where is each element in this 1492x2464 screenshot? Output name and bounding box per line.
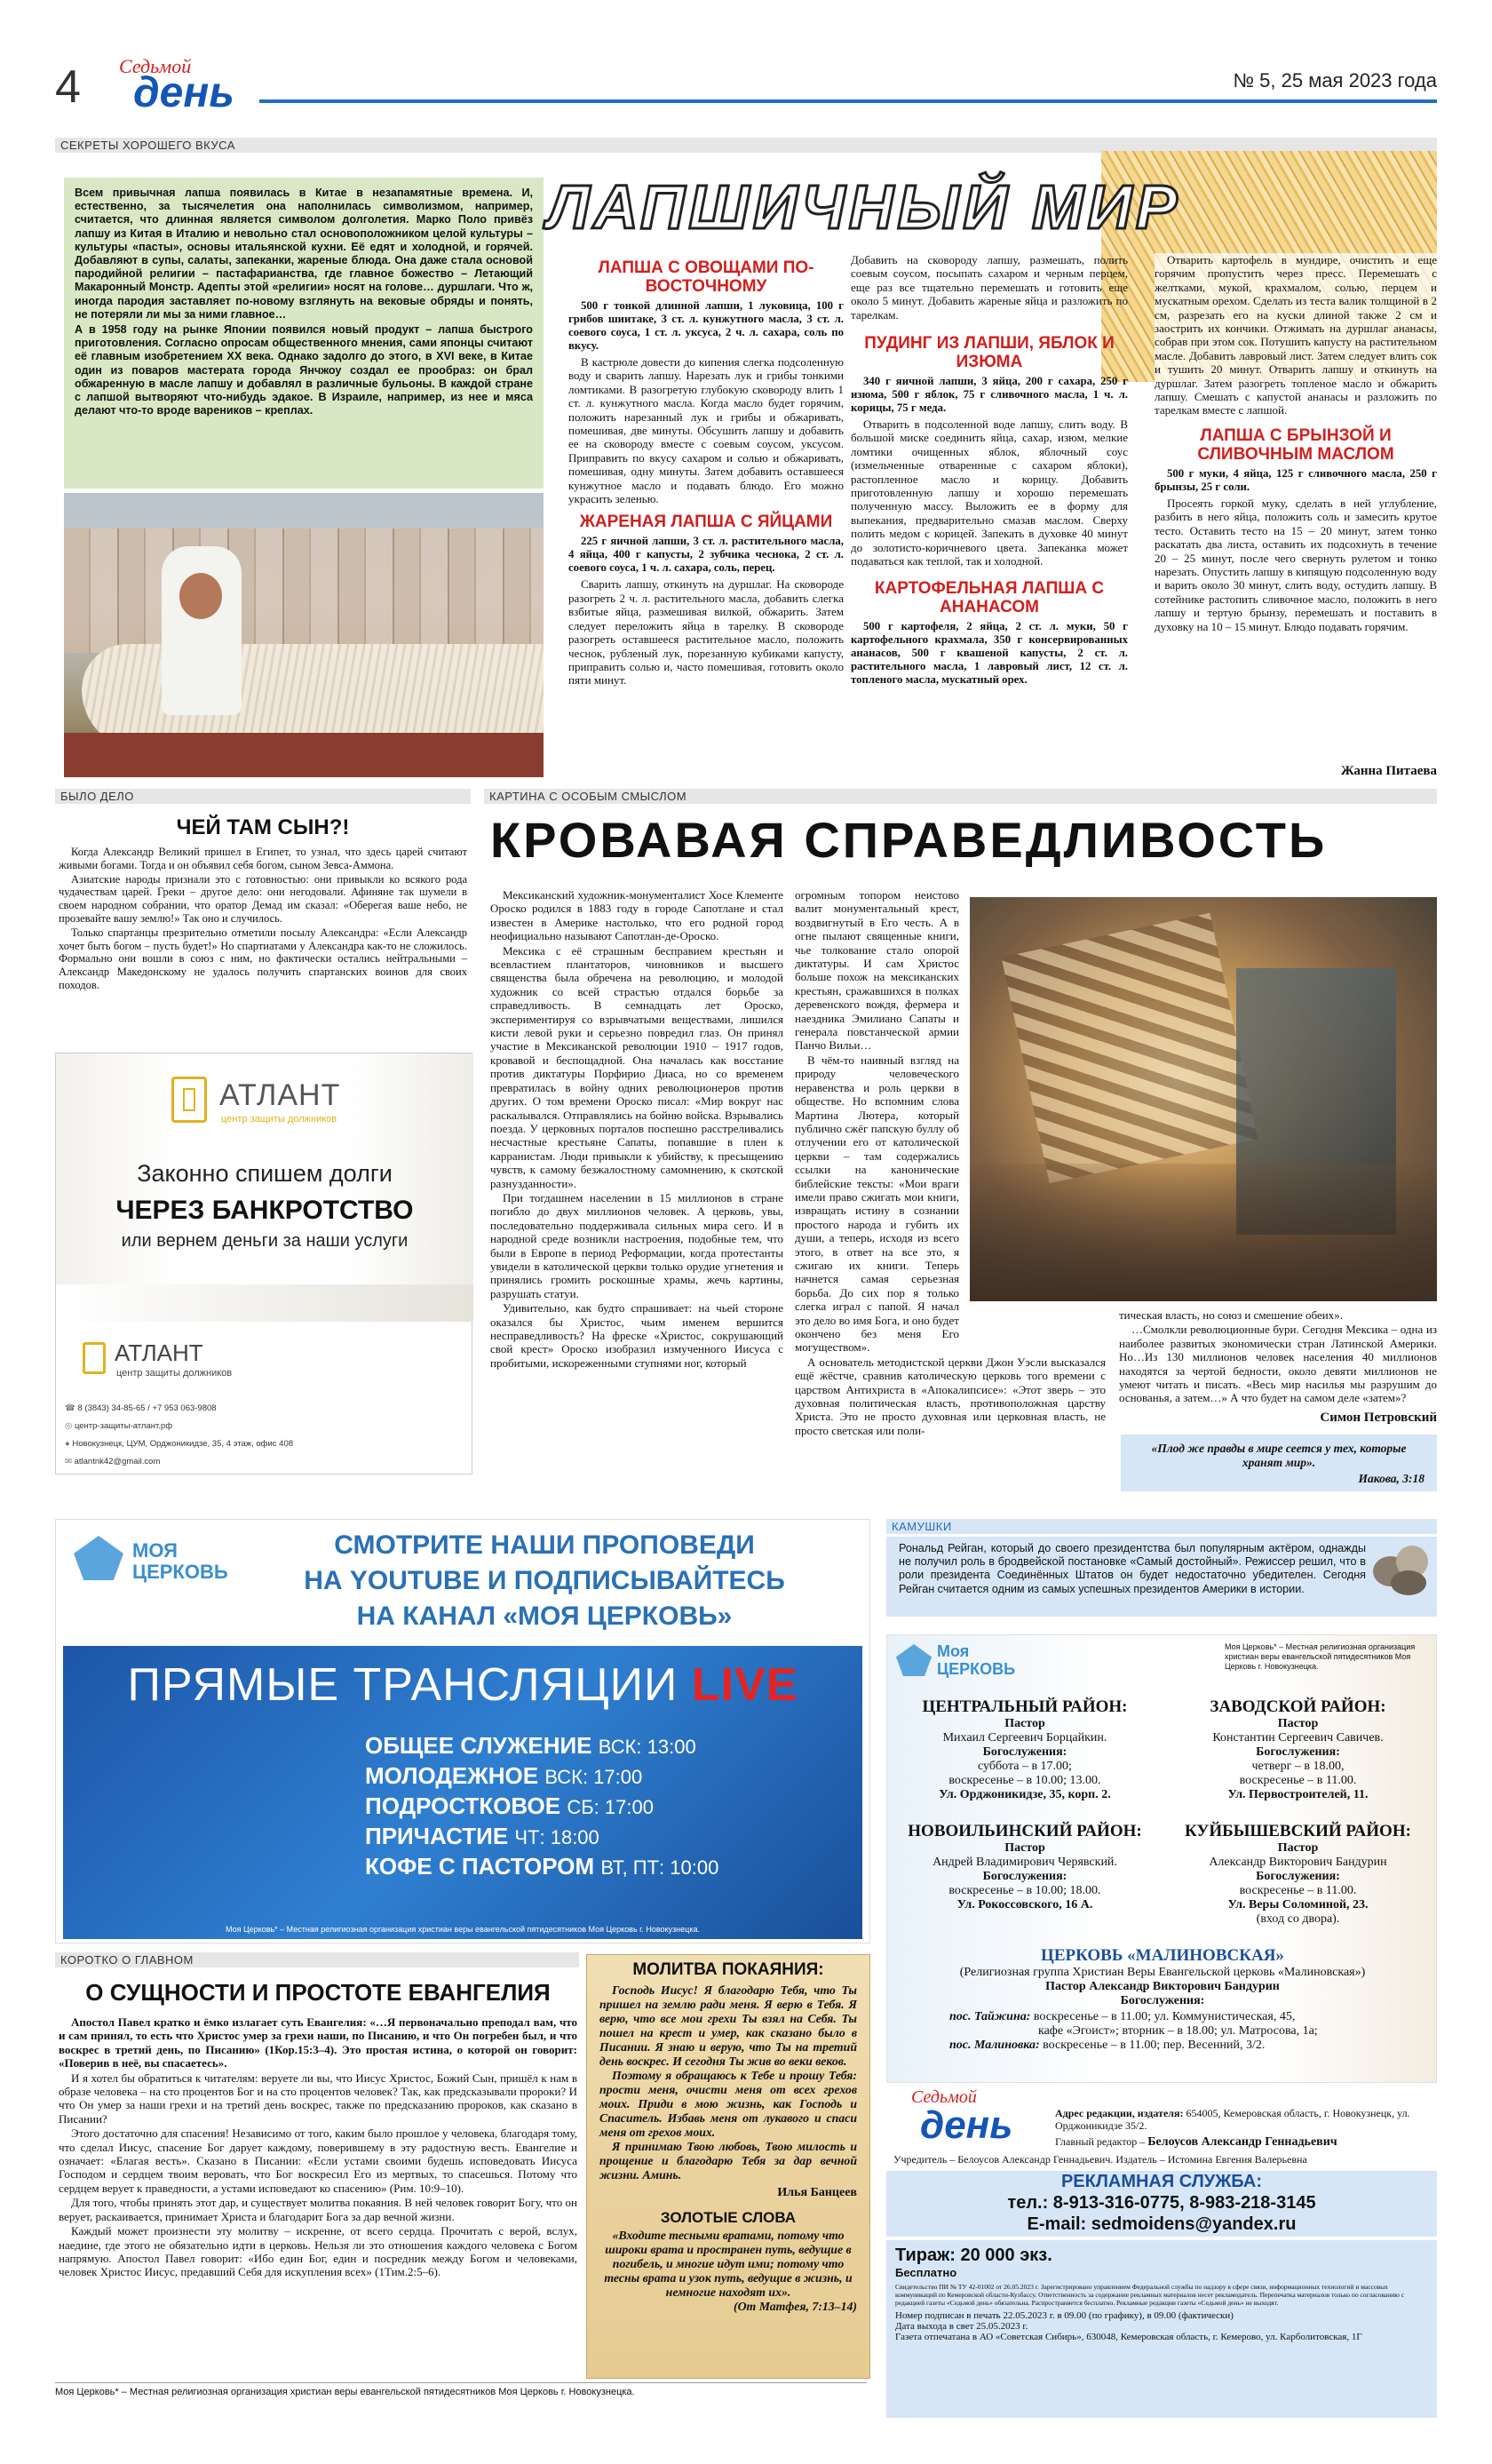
son-title: ЧЕЙ ТАМ СЫН?! bbox=[176, 815, 350, 839]
justice-para: Мексиканский художник-монументалист Хосе Клементе Ороско родился в 1883 году в городе Сапотлане и стал известен в Америке настолько, что его родной город неофициально называют Сапотлан-де-Ороско. bbox=[490, 888, 783, 943]
essence-para: Апостол Павел кратко и ёмко излагает суть Евангелия: «…Я первоначально преподал вам, что и сам принял, то есть что Христос умер за грехи наши, по Писанию, и что Он погребен был, и что воскрес в третий день, по Писанию» (1Кор.15:3–4). Это простая истина, о которой он говорит: «Поверив в неё, вы спасаетесь». bbox=[59, 2015, 577, 2071]
live-row: КОФЕ С ПАСТОРОМ ВТ, ПТ: 10:00 bbox=[365, 1853, 719, 1880]
recipe-text: Отварить картофель в мундире, очистить и еще горячим пропустить через пресс. Перемешать с желтками, мукой, крахмалом, солью, перцем и мускатным орехом. Сделать из теста валик толщиной в 2 см, разрезать его на куски длиной также 2 см и заострить их кончики. Отжимать на дуршлаг ананасы, собрав при этом сок. Потушить капусту на растительном масле. Добавить лавровый лист. Затем следует влить сок и тушить 20 минут. Отварить лапшу и откинуть на дуршлаг. Затем разогреть топленое масло и обжарить лапшу. Смешать с капустой ананасы и разложить по тарелкам вместе с лапшой. bbox=[1155, 253, 1437, 417]
church-brand-bottom: ЦЕРКОВЬ bbox=[132, 1561, 228, 1583]
son-para: Только спартанцы презрительно отметили посылу Александра: «Если Александр хочет быть богом – пусть будет!» Но спартиатами у Александра как-то не сложилось. Формально они вошли в союз с ним, но фактически остались нейтральными – Александр Македонскому не удалось получить спартанских воинов для своих походов. bbox=[59, 926, 467, 991]
live-schedule bbox=[365, 1731, 718, 1882]
golden-words: «Входите тесными вратами, потому что широки врата и пространен путь, ведущие в погибель, и многие идут ими; потому что тесны врата и узок путь, ведущие в жизнь, и немногие находят их». bbox=[604, 2229, 853, 2299]
kamushki-rubric: КАМУШКИ bbox=[886, 1519, 1437, 1534]
circulation: Тираж: 20 000 экз. bbox=[895, 2245, 1052, 2265]
globe-icon: ◎ bbox=[65, 1421, 75, 1431]
church-logo-mark bbox=[74, 1536, 123, 1580]
imprint-editor: Главный редактор – Белоусов Александр Геннадьевич bbox=[1055, 2135, 1337, 2149]
prayer-author: Илья Банцеев bbox=[777, 2186, 857, 2199]
justice-quote-ref: Иакова, 3:18 bbox=[1358, 1472, 1425, 1485]
live-word: LIVE bbox=[691, 1659, 798, 1711]
imprint-printed: Газета отпечатана в АО «Советская Сибирь», 630048, Кемеровская область, г. Кемерово, ул. Карболитовская, 1Г bbox=[895, 2332, 1362, 2342]
atlant-divider bbox=[56, 1284, 473, 1322]
circulation-box bbox=[886, 2240, 1437, 2418]
essence-footnote: Моя Церковь* – Местная религиозная организация христиан веры евангельской пятидесятников Моя Церковь г. Новокузнецка. bbox=[55, 2382, 867, 2397]
page-number: 4 bbox=[55, 61, 81, 113]
noodles-col-2 bbox=[851, 253, 1128, 689]
live-row: ОБЩЕЕ СЛУЖЕНИЕ ВСК: 13:00 bbox=[365, 1732, 696, 1759]
atlant-card-icon bbox=[83, 1342, 106, 1374]
ad-service-email[interactable]: E-mail: sedmoidens@yandex.ru bbox=[1027, 2214, 1297, 2234]
atlant-phone[interactable]: ☎ 8 (3843) 34-85-65 / +7 953 063-9808 bbox=[65, 1403, 217, 1413]
golden-words-title: ЗОЛОТЫЕ СЛОВА bbox=[660, 2209, 797, 2226]
recipe-ingredients: 500 г картофеля, 2 яйца, 2 ст. л. муки, 50 г картофельного крахмала, 350 г консервированных ананасов, 500 г квашеной капусты, 2 ст. л. растительного масла, 1 лавровый лист, 12 ст. л. топленого масла, мускатный орех. bbox=[851, 619, 1128, 686]
noodles-rubric: СЕКРЕТЫ ХОРОШЕГО ВКУСА bbox=[55, 138, 1437, 153]
header-logo bbox=[98, 55, 275, 115]
noodles-intro-p2: А в 1958 году на рынке Японии появился новый продукт – лапша быстрого приготовления. Согласно опросам общественного мнения, сами японцы считают её главным изобретением XX века. Однако задолго до этого, в XVI веке, в Китае один из поваров мастерата города Янчжоу создал ее прообраз: он брал обжаренную в масле лапшу и добавлял в различные бульоны. В каждой стране с лапшой вытворяют что-нибудь эдакое. В Израиле, например, из нее и мяса делают что-то вроде вареников – креплах. bbox=[75, 323, 533, 417]
church-youtube-ad[interactable] bbox=[55, 1519, 870, 1943]
imprint-address: Адрес редакции, издателя: 654005, Кемеровская область, г. Новокузнецк, ул. Орджоникидзе 35/2. bbox=[1055, 2107, 1410, 2132]
church-brand-top: МОЯ bbox=[132, 1539, 178, 1562]
recipe-text: Отварить в подсоленной воде лапшу, слить воду. В большой миске соединить яйца, сахар, изюм, мелкие ломтики очищенных яблок, яблочный соус (измельченные отваренные с сахаром яблоки), растопленное масло и корицу. Добавить приготовленную лапшу и хорошо перемешать полученную массу. Выложить ее в форму для выпекания, предварительно смазав маслом. Сверху полить медом с корицей. Запекать в духовке 40 минут до золотисто-коричневого цвета. Запеканка может подаваться как теплой, так и холодной. bbox=[851, 417, 1128, 568]
justice-para: В чём-то наивный взгляд на природу человеческого неравенства и роль церкви в обществе. Но вспомним слова Мартина Лютера, который публично сжёг папскую буллу об отлучении его от католической церкви – там содержались ссылки на канонические библейские тексты: «Мои враги имели право сжигать мои книги, извращать истину в сознании простого народа и губить их души, а теперь, исходя из всего этого, в ответ на все это, я сжигаю их книги. Теперь начнется самая серьезная борьба. До сих пор я только слегка играл с папой. Я начал это дело во имя Бога, и оно будет окончено без меня Его могуществом». bbox=[795, 1053, 959, 1355]
live-row: ПОДРОСТКОВОЕ СБ: 17:00 bbox=[365, 1792, 654, 1819]
recipe-ingredients: 340 г яичной лапши, 3 яйца, 200 г сахара, 250 г изюма, 500 г яблок, 75 г сливочного масла, 1 ч. л. корицы, 75 г меда. bbox=[851, 375, 1128, 415]
recipe-head: ЖАРЕНАЯ ЛАПША С ЯЙЦАМИ bbox=[579, 513, 833, 532]
church2-brand-top: Моя bbox=[937, 1642, 970, 1660]
noodles-col-3 bbox=[1155, 253, 1437, 634]
son-article bbox=[59, 810, 467, 993]
live-row: ПРИЧАСТИЕ ЧТ: 18:00 bbox=[365, 1823, 599, 1849]
essence-rubric: КОРОТКО О ГЛАВНОМ bbox=[55, 1952, 579, 1967]
kamushki-text: Рональд Рейган, который до своего президентства был популярным актёром, однажды не получил роль в бродвейской постановке «Самый достойный». Режиссер решил, что в роли президента Соединённых Штатов он будет недостаточно убедителен. Сегодня Рейган считается одним из самых успешных президентов Америки в истории. bbox=[899, 1542, 1366, 1595]
orozco-painting bbox=[970, 897, 1437, 1301]
noodles-title: ЛАПШИЧНЫЙ МИР bbox=[547, 172, 1181, 242]
recipe-text: Сварить лапшу, откинуть на дуршлаг. На сковороде разогреть 2 ч. л. растительного масла, добавить слегка взбитые яйца, размешивая вилкой, обжарить. Затем следует переложить яйца в тарелку. В сковороде разогреть оставшееся растительное масло, положить чеснок, рубленый лук, порезанную кубиками капусту, приправить солью и, часто помешивая, готовить около пяти минут. bbox=[568, 577, 844, 688]
atlant-card-sub: центр защиты должников bbox=[116, 1368, 233, 1379]
church2-logo-mark bbox=[896, 1644, 932, 1676]
church-ad-line1: СМОТРИТЕ НАШИ ПРОПОВЕДИ bbox=[334, 1530, 755, 1560]
imprint-logo: Седьмой день bbox=[911, 2087, 1013, 2147]
live-row: МОЛОДЕЖНОЕ ВСК: 17:00 bbox=[365, 1762, 643, 1789]
live-title: ПРЯМЫЕ ТРАНСЛЯЦИИ LIVE bbox=[127, 1659, 798, 1711]
essence-title: О СУЩНОСТИ И ПРОСТОТЕ ЕВАНГЕЛИЯ bbox=[85, 1979, 551, 2006]
atlant-line1: Законно спишем долги bbox=[137, 1160, 393, 1187]
essence-article bbox=[59, 1974, 577, 2280]
prayer-text2: Поэтому я обращаюсь к Тебе и прошу Тебя: прости меня, очисти меня от всех грехов моих. Приди в мою жизнь, как Господь и Спаситель. Избавь меня от лукавого и спаси меня от грехов моих. bbox=[599, 2069, 857, 2139]
live-panel bbox=[63, 1646, 862, 1939]
son-para: Азиатские народы признали это с готовностью: они привыкли ко всякого рода чудачествам царей. Греки – другое дело: они негодовали. Афиняне так шумели в своем народном собрании, что оратор Демад им сказал: «Оберегая ваше небо, не прозевайте вашу землю!» Так оно и случилось. bbox=[59, 872, 467, 925]
noodles-intro-p1: Всем привычная лапша появилась в Китае в незапамятные времена. И, естественно, за тысячелетия она наполнилась символизмом, например, считается, что длинная является символом долголетия. Марко Поло привёз лапшу из Китая в Италию и невольно стал основоположником целой культуры – культуры «пасты», основы итальянской кухни. Её едят и холодной, и горячей. Добавляют в супы, салаты, запеканки, жареные блюда. Она даже стала основой пародийной религии – пастафарианства, где главное божество – Летающий Макаронный Монстр. Адепты этой «религии» носят на голове… дуршлаги. Что ж, иногда пародия заставляет по-новому взглянуть на вековые обряды и понять, не потеряли ли мы за ними главное… bbox=[75, 187, 533, 321]
recipe-head: ЛАПША С ОВОЩАМИ ПО-ВОСТОЧНОМУ bbox=[598, 258, 814, 296]
justice-para: При тогдашнем населении в 15 миллионов в стране погибло до двух миллионов человек. А церковь, увы, последовательно поддерживала сильных мира сего. И в народной среде возникли настроения, подобные тем, что были в Европе в период Реформации, когда протестанты увидели в католической церкви только орудие угнетения и принялись громить роскошные храмы, жечь картины, разрушать статуи. bbox=[490, 1190, 783, 1300]
page-header bbox=[55, 53, 1437, 115]
atlant-contacts bbox=[65, 1400, 331, 1471]
justice-col-3 bbox=[1119, 1308, 1437, 1426]
prayer-box bbox=[586, 1954, 870, 2379]
recipe-head: ПУДИНГ ИЗ ЛАПШИ, ЯБЛОК И ИЗЮМА bbox=[864, 334, 1115, 372]
recipe-text: В кастрюле довести до кипения слегка подсоленную воду и сварить лапшу. Нарезать лук и грибы тонкими ломтиками. В разогретую глубокую сковороду влить 1 ст. л. кунжутного масла. Когда масло будет горячим, положить нарезанный лук и грибы и обжаривать, помешивая, две минуты. Обсушить лапшу и добавить ее на сковороду вместе с соевым соусом, уксусом. Приправить по вкусу сахаром и солью и обжаривать, помешивая, одну минуты. Затем добавить оставшееся кунжутное масло и подавать блюдо. Его можно украсить зеленью. bbox=[568, 355, 844, 506]
imprint-date: Дата выхода в свет 25.05.2023 г. bbox=[895, 2321, 1028, 2332]
son-rubric: БЫЛО ДЕЛО bbox=[55, 789, 471, 804]
noodles-author: Жанна Питаева bbox=[1340, 764, 1437, 778]
justice-para: А основатель методистской церкви Джон Уэсли высказался ещё жёстче, сравнив католическую церковь того времени с царством Антихриста в «Апокалипсисе»: «Этот зверь – это духовная политическая власть, противоположная царству Христа. Это не просто духовная или церковная власть, не просто светская или поли- bbox=[795, 1355, 1106, 1437]
atlant-line3: или вернем деньги за наши услуги bbox=[121, 1231, 409, 1251]
prayer-title: МОЛИТВА ПОКАЯНИЯ: bbox=[632, 1960, 824, 1979]
ad-service-title: РЕКЛАМНАЯ СЛУЖБА: bbox=[1060, 2172, 1263, 2191]
justice-para: Мексика с её страшным бесправием крестьян и всевластием плантаторов, чиновников и высшего священства была обречена на революцию, и молодой художник со всей страстью отдался борьбе за справедливость. В семнадцать лет Ороско, экспериментируя со взрывчатыми веществами, лишился кисти левой руки и серьезно повредил глаз. Он принял участие в Мексиканской революции 1910 – 1917 годов, кровавой и беспощадной. Она началась как восстание против диктатуры Порфирио Диаса, но со временем превратилась в войну одних революционеров против других. О том времени Ороско писал: «Мир вокруг нас раскалывался. Отправлялись на бойню войска. Взрывались поезда. У церковных порталов поспешно расстреливались несчастные крестьяне Сапаты, попавшие в плен к карранистам. Люди привыкли к убийству, к пресыщению чувств, к самому безжалостному самомнению, к скотской разнузданности». bbox=[490, 943, 783, 1190]
justice-col-1 bbox=[490, 888, 783, 1371]
photo-buildings bbox=[64, 529, 544, 653]
atlant-brand: АТЛАНТ bbox=[219, 1078, 341, 1112]
justice-quote-box bbox=[1121, 1435, 1437, 1491]
noodle-chef-photo bbox=[64, 493, 544, 777]
atlant-address: ● Новокузнецк, ЦУМ, Орджоникидзе, 35, 4 этаж, офис 408 bbox=[65, 1439, 294, 1449]
justice-para: огромным топором неистово валит монументальный крест, воздвигнутый в Его честь. А в огне пылают священные книги, чье толкование стало опорой диктатуры. И сам Христос больше похож на мексиканских крестьян, сражавшихся в полках деревенского вождя, фермера и наездника Эмилиано Сапаты и генерала повстанческой армии Панчо Вильи… bbox=[795, 888, 959, 1053]
church2-org: Моя Церковь* – Местная религиозная организация христиан веры евангельской пятидесятников Моя Церковь г. Новокузнецка. bbox=[1225, 1642, 1416, 1671]
recipe-text: Просеять горкой муку, сделать в ней углубление, разбить в него яйца, положить соль и замесить крутое тесто. Оставить тесто на 15 – 20 минут, затем тонко раскатать два листа, оставить их подсохнуть в течение 20 – 25 минут, после чего свернуть рулетом и тонко нарезать. Опустить лапшу в кипящую подсоленную воду и варить около 30 минут, слить воду, остудить лапшу. В сотейнике растопить сливочное масло, положить в него лапшу и тертую брынзу, перемешать и поставить в духовку на 10 – 15 минут. Блюдо подавать горячим. bbox=[1155, 496, 1437, 633]
essence-para: Для того, чтобы принять этот дар, и существует молитва покаяния. В ней человек говорит Богу, что он верует, раскаивается, принимает Христа и благодарит Бога за дар вечной жизни. bbox=[59, 2196, 577, 2223]
imprint-signed: Номер подписан в печать 22.05.2023 г. в 09.00 (по графику), в 09.00 (фактически) bbox=[895, 2310, 1234, 2321]
photo-chef bbox=[162, 546, 242, 715]
essence-para: И я хотел бы обратиться к читателям: веруете ли вы, что Иисус Христос, Божий Сын, пришёл к нам в образе человека – на сто процентов Бог и на сто процентов человек? Так, как предсказывали пророки? И что Он умер за наши грехи и на третий день воскрес, также по предсказанию пророков, как сказано в Писании? bbox=[59, 2071, 577, 2126]
recipe-ingredients: 500 г тонкой длинной лапши, 1 луковица, 100 г грибов шиитаке, 3 ст. л. кунжутного масла, 3 ст. л. соевого соуса, 1 ст. л. уксуса, 2 ч. л. сахара, соль по вкусу. bbox=[568, 299, 844, 352]
church-block-central: ЦЕНТРАЛЬНЫЙ РАЙОН: Пастор Михаил Сергеевич Борцайкин. Богослужения: суббота – в 17.00; воскресенье – в 10.00; 13.00. Ул. Орджоникидзе, 35, корп. 2. bbox=[922, 1697, 1128, 1801]
atlant-ad[interactable] bbox=[55, 1053, 472, 1474]
noodles-col-1 bbox=[568, 253, 844, 688]
atlant-email[interactable]: ✉ atlantnk42@gmail.com bbox=[65, 1457, 161, 1466]
recipe-ingredients: 225 г яичной лапши, 3 ст. л. растительного масла, 4 яйца, 400 г капусты, 2 зубчика чеснока, 2 ст. л. соевого соуса, 1 ч. л. сахара, соль, перец. bbox=[568, 535, 844, 575]
justice-title: КРОВАВАЯ СПРАВЕДЛИВОСТЬ bbox=[490, 812, 1328, 868]
photo-chef-face bbox=[179, 573, 222, 619]
church-block-zavodskoy: ЗАВОДСКОЙ РАЙОН: Пастор Константин Сергеевич Савичев. Богослужения: четверг – в 18.00, воскресенье – в 11.00. Ул. Первостроителей, 11. bbox=[1210, 1697, 1386, 1801]
recipe-head: КАРТОФЕЛЬНАЯ ЛАПША С АНАНАСОМ bbox=[874, 578, 1105, 616]
son-para: Когда Александр Великий пришел в Египет, то узнал, что здесь царей считают живыми богами. Тогда и он объявил себя богом, сыном Зевса-Аммона. bbox=[59, 846, 467, 871]
justice-author: Симон Петровский bbox=[1320, 1410, 1437, 1425]
painting-shape-1 bbox=[1002, 913, 1258, 1183]
essence-para: Каждый может произнести эту молитву – искренне, от всего сердца. Прочитать с верой, вслух, наедине, где этого не обязательно идти в церковь. Нельзя ли это отношения каждого человека с Богом напрямую. Апостол Павел говорит: «Ибо един Бог, един и посредник между Богом и человеками, человек Христос Иисус, предавший Себя для искупления всех» (1Тим.2:5–6). bbox=[59, 2224, 577, 2279]
justice-para: …Смолкли революционные бури. Сегодня Мексика – одна из наиболее развитых экономически стран Латинской Америки. Но…Из 130 миллионов человек населения 40 миллионов находятся за чертой бедности, около девяти миллионов не умеют читать и писать. «Весь мир насилья мы разрушим до основанья, а затем…» А что будет на самом деле «затем»? bbox=[1119, 1323, 1437, 1405]
prayer-text: Господь Иисус! Я благодарю Тебя, что Ты пришел на землю ради меня. Я верю в Тебя. Я верю, что все мои грехи Ты взял на Себя. Ты пошел на крест и умер, как сказано было в Писании. Я знаю и верую, что Ты на третий день воскрес. И сегодня Ты жив во веки веков. bbox=[599, 1983, 857, 2068]
imprint-founders: Учредитель – Белоусов Александр Геннадьевич. Издатель – Истомина Евгения Валерьевна bbox=[893, 2153, 1307, 2166]
church-ad-line3: НА КАНАЛ «МОЯ ЦЕРКОВЬ» bbox=[356, 1602, 733, 1631]
phone-icon: ☎ bbox=[65, 1403, 78, 1413]
issue-date: № 5, 25 мая 2023 года bbox=[1233, 69, 1437, 91]
essence-para: Этого достаточно для спасения! Независимо от того, каким было прошлое у человека, благодаря тому, что сделал Иисус, спасение Бог дарует каждому, поверившему в эту радостную весть. Евангелие и означает: «Благая весть». Сказано в Писании: «Если устами своими будешь исповедовать Иисуса Господом и сердцем твоим веровать, что Бог воскресил Его из мертвых, то спасешься. Потому что сердцем верует к праведности, а устами исповедают ко спасению» (Рим. 10:9–10). bbox=[59, 2126, 577, 2195]
church-block-malinovskaya: ЦЕРКОВЬ «МАЛИНОВСКАЯ» (Религиозная группа Христиан Веры Евангельской церковь «Малиновская») Пастор Александр Викторович Бандурин Богослужения: пос. Тайжина: воскресенье – в 11.00; ул. Коммунистическая, 45, кафе «Эгоист»; вторник – в 18.00; ул. Матросова, 1а; пос. Малиновка: воскресенье – в 11.00; пер. Весенний, 3/2. bbox=[949, 1946, 1366, 2052]
atlant-site[interactable]: ◎ центр-защиты-атлант.рф bbox=[65, 1421, 173, 1431]
free-label: Бесплатно bbox=[895, 2266, 957, 2279]
church-block-kuibyshevsky: КУЙБЫШЕВСКИЙ РАЙОН: Пастор Александр Викторович Бандурин Богослужения: воскресенье – в 11.00. Ул. Веры Соломиной, 23. (вход со двора). bbox=[1185, 1822, 1411, 1926]
photo-track bbox=[64, 733, 544, 777]
imprint-small: Свидетельство ПИ № ТУ 42-01002 от 26.05.2023 г. Зарегистрировано управлением Федеральной службы по надзору в сфере связи, информационных технологий и массовых коммуникаций по Кемеровской области-Кузбассу. Ответственность за содержание рекламных материалов несет рекламодатель. Перепечатка материалов только по согласованию с редакцией газеты «Седьмой день» обязательна. Распространяется бесплатно. Рекламные редакции газеты «Седьмой день» не выходят. bbox=[895, 2283, 1405, 2307]
church-ad-line2: НА YOUTUBE И ПОДПИСЫВАЙТЕСЬ bbox=[304, 1566, 785, 1595]
logo-top: Седьмой bbox=[119, 55, 192, 77]
stones-image bbox=[1373, 1544, 1430, 1597]
justice-rubric: КАРТИНА С ОСОБЫМ СМЫСЛОМ bbox=[484, 789, 1437, 804]
pin-icon: ● bbox=[65, 1439, 73, 1449]
justice-quote: «Плод же правды в мире сеется у тех, которые хранят мир». bbox=[1151, 1442, 1407, 1469]
church2-brand-bottom: ЦЕРКОВЬ bbox=[937, 1660, 1016, 1678]
header-rule bbox=[259, 99, 1437, 103]
recipe-head: ЛАПША С БРЫНЗОЙ И СЛИВОЧНЫМ МАСЛОМ bbox=[1197, 425, 1394, 464]
painting-shape-3 bbox=[970, 1164, 1437, 1301]
prayer-text3: Я принимаю Твою любовь, Твою милость и прощение и благодарю Тебя за дар вечной жизни. Аминь. bbox=[599, 2140, 857, 2182]
golden-words-ref: (От Матфея, 7:13–14) bbox=[733, 2300, 857, 2313]
atlant-logo-icon bbox=[171, 1077, 207, 1123]
ad-service-phone[interactable]: тел.: 8-913-316-0775, 8-983-218-3145 bbox=[1007, 2193, 1316, 2213]
justice-para: Удивительно, как будто спрашивает: на чьей стороне оказался бы Христос, чьим именем вершится несправедливость? На фреске «Христос, сокрушающий свой крест» Ороско изобразил измученного Иисуса с пробитыми, искореженными ступнями ног, который bbox=[490, 1301, 783, 1370]
atlant-sub: центр защиты должников bbox=[221, 1114, 337, 1125]
recipe-text: Добавить на сковороду лапшу, размешать, полить соевым соусом, посыпать сахаром и черным перцем, еще раз все тщательно перемешать и готовить еще около 5 минут. Добавить жареные яйца и разложить по тарелкам. bbox=[851, 253, 1128, 322]
recipe-ingredients: 500 г муки, 4 яйца, 125 г сливочного масла, 250 г брынзы, 25 г соли. bbox=[1155, 466, 1437, 493]
noodles-intro bbox=[64, 178, 544, 489]
justice-para: тическая власть, но союз и смешение обеих». bbox=[1119, 1308, 1343, 1322]
mail-icon: ✉ bbox=[65, 1457, 75, 1466]
atlant-line2: ЧЕРЕЗ БАНКРОТСТВО bbox=[115, 1196, 414, 1225]
church-addresses bbox=[886, 1634, 1437, 2083]
ad-service-box[interactable] bbox=[886, 2171, 1437, 2237]
kamushki-box bbox=[886, 1537, 1437, 1617]
logo-bottom: день bbox=[133, 69, 234, 116]
imprint bbox=[886, 2087, 1437, 2425]
atlant-card-brand: АТЛАНТ bbox=[115, 1339, 203, 1366]
live-footnote: Моя Церковь* – Местная религиозная организация христиан веры евангельской пятидесятников Моя Церковь г. Новокузнецка. bbox=[226, 1925, 700, 1934]
church-block-novoilinsky: НОВОИЛЬИНСКИЙ РАЙОН: Пастор Андрей Владимирович Черявский. Богослужения: воскресенье – в 10.00; 18.00. Ул. Рокоссовского, 16 А. bbox=[908, 1822, 1142, 1912]
